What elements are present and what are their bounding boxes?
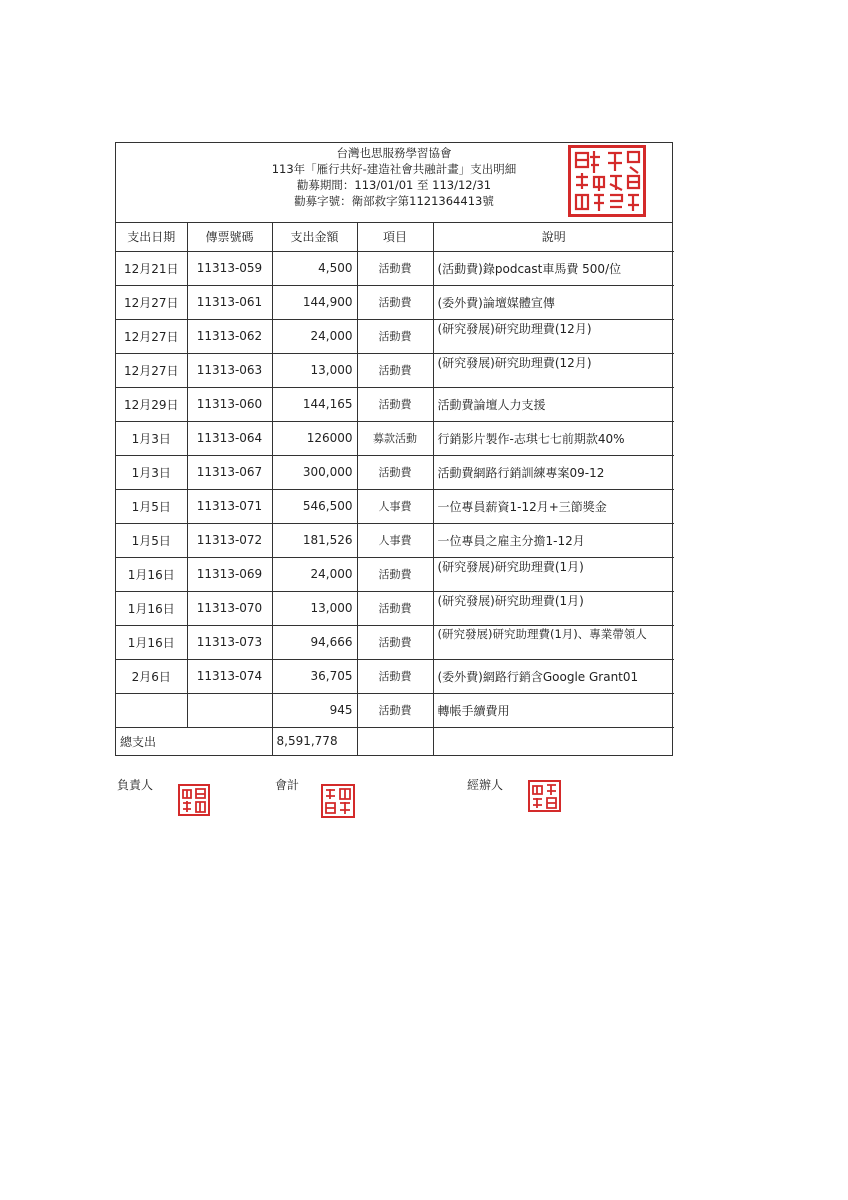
expense-description: (研究發展)研究助理費(1月) — [433, 557, 674, 591]
expense-amount: 126000 — [272, 421, 357, 455]
expense-date: 1月5日 — [116, 523, 187, 557]
expense-date: 12月29日 — [116, 387, 187, 421]
expense-description: (研究發展)研究助理費(1月) — [433, 591, 674, 625]
voucher-number: 11313-073 — [187, 625, 272, 659]
expense-amount: 144,165 — [272, 387, 357, 421]
voucher-number: 11313-061 — [187, 285, 272, 319]
expense-description: 活動費網路行銷訓練專案09-12 — [433, 455, 674, 489]
accountant-label: 會計 — [275, 778, 300, 792]
permit-number: 勸募字號：衛部救字第1121364413號 — [294, 194, 494, 208]
expense-description: (研究發展)研究助理費(12月) — [433, 319, 674, 353]
voucher-number: 11313-069 — [187, 557, 272, 591]
expense-date — [116, 693, 187, 727]
voucher-number: 11313-074 — [187, 659, 272, 693]
total-empty-cell — [433, 727, 674, 755]
table-row — [116, 591, 674, 625]
expense-item: 活動費 — [357, 319, 433, 353]
voucher-number: 11313-062 — [187, 319, 272, 353]
expense-amount: 300,000 — [272, 455, 357, 489]
responsible-label: 負責人 — [117, 778, 154, 792]
expense-amount: 36,705 — [272, 659, 357, 693]
expense-amount: 181,526 — [272, 523, 357, 557]
voucher-number: 11313-059 — [187, 251, 272, 285]
expense-item: 人事費 — [357, 523, 433, 557]
column-header: 傳票號碼 — [187, 223, 272, 251]
expense-date: 2月6日 — [116, 659, 187, 693]
expense-description: (委外費)網路行銷含Google Grant01 — [433, 659, 674, 693]
expense-item: 活動費 — [357, 387, 433, 421]
expense-date: 1月5日 — [116, 489, 187, 523]
voucher-number: 11313-064 — [187, 421, 272, 455]
table-row — [116, 557, 674, 591]
expense-table — [116, 223, 674, 755]
column-header: 支出金額 — [272, 223, 357, 251]
column-header: 說明 — [433, 223, 674, 251]
org-name: 台灣也思服務學習協會 — [336, 146, 452, 160]
expense-date: 12月27日 — [116, 353, 187, 387]
expense-date: 1月3日 — [116, 421, 187, 455]
voucher-number: 11313-063 — [187, 353, 272, 387]
table-row — [116, 285, 674, 319]
table-row — [116, 693, 674, 727]
table-row — [116, 421, 674, 455]
voucher-number: 11313-070 — [187, 591, 272, 625]
expense-amount: 13,000 — [272, 353, 357, 387]
table-row — [116, 659, 674, 693]
expense-item: 人事費 — [357, 489, 433, 523]
expense-date: 1月3日 — [116, 455, 187, 489]
voucher-number: 11313-072 — [187, 523, 272, 557]
voucher-number: 11313-060 — [187, 387, 272, 421]
expense-description: (研究發展)研究助理費(1月)、專業帶領人 — [433, 625, 674, 659]
sheet-header — [116, 143, 672, 223]
expense-description: (活動費)錄podcast車馬費 500/位 — [433, 251, 674, 285]
expense-item: 活動費 — [357, 625, 433, 659]
expense-date: 1月16日 — [116, 625, 187, 659]
expense-date: 12月21日 — [116, 251, 187, 285]
expense-description: 一位專員薪資1-12月+三節獎金 — [433, 489, 674, 523]
handler-seal-icon — [528, 780, 561, 812]
table-row — [116, 319, 674, 353]
expense-item: 募款活動 — [357, 421, 433, 455]
expense-item: 活動費 — [357, 693, 433, 727]
voucher-number: 11313-067 — [187, 455, 272, 489]
expense-amount: 945 — [272, 693, 357, 727]
expense-amount: 4,500 — [272, 251, 357, 285]
organization-seal-icon — [568, 145, 646, 217]
expense-sheet — [115, 142, 673, 756]
fundraising-period: 勸募期間：113/01/01 至 113/12/31 — [296, 178, 492, 192]
expense-description: 一位專員之雇主分擔1-12月 — [433, 523, 674, 557]
expense-item: 活動費 — [357, 455, 433, 489]
expense-amount: 24,000 — [272, 319, 357, 353]
expense-date: 12月27日 — [116, 285, 187, 319]
total-empty-cell — [357, 727, 433, 755]
expense-amount: 144,900 — [272, 285, 357, 319]
table-row — [116, 489, 674, 523]
expense-description: (委外費)論壇媒體宣傳 — [433, 285, 674, 319]
expense-description: (研究發展)研究助理費(12月) — [433, 353, 674, 387]
expense-amount: 24,000 — [272, 557, 357, 591]
table-row — [116, 523, 674, 557]
expense-description: 活動費論壇人力支援 — [433, 387, 674, 421]
expense-date: 1月16日 — [116, 557, 187, 591]
expense-date: 1月16日 — [116, 591, 187, 625]
table-header-row — [116, 223, 674, 251]
expense-amount: 13,000 — [272, 591, 357, 625]
expense-description: 轉帳手續費用 — [433, 693, 674, 727]
expense-amount: 94,666 — [272, 625, 357, 659]
accountant-seal-icon — [321, 784, 355, 818]
expense-item: 活動費 — [357, 285, 433, 319]
total-amount: 8,591,778 — [272, 727, 357, 755]
expense-item: 活動費 — [357, 557, 433, 591]
total-label: 總支出 — [116, 727, 272, 755]
table-row — [116, 455, 674, 489]
plan-title: 113年「雁行共好-建造社會共融計畫」支出明細 — [271, 162, 517, 176]
expense-item: 活動費 — [357, 353, 433, 387]
handler-label: 經辦人 — [467, 778, 504, 792]
table-row — [116, 353, 674, 387]
expense-amount: 546,500 — [272, 489, 357, 523]
column-header: 項目 — [357, 223, 433, 251]
expense-description: 行銷影片製作-志琪七七前期款40% — [433, 421, 674, 455]
responsible-seal-icon — [178, 784, 210, 816]
expense-item: 活動費 — [357, 659, 433, 693]
total-row — [116, 727, 674, 755]
column-header: 支出日期 — [116, 223, 187, 251]
table-row — [116, 251, 674, 285]
voucher-number: 11313-071 — [187, 489, 272, 523]
table-row — [116, 625, 674, 659]
voucher-number — [187, 693, 272, 727]
expense-item: 活動費 — [357, 591, 433, 625]
table-row — [116, 387, 674, 421]
expense-item: 活動費 — [357, 251, 433, 285]
expense-date: 12月27日 — [116, 319, 187, 353]
